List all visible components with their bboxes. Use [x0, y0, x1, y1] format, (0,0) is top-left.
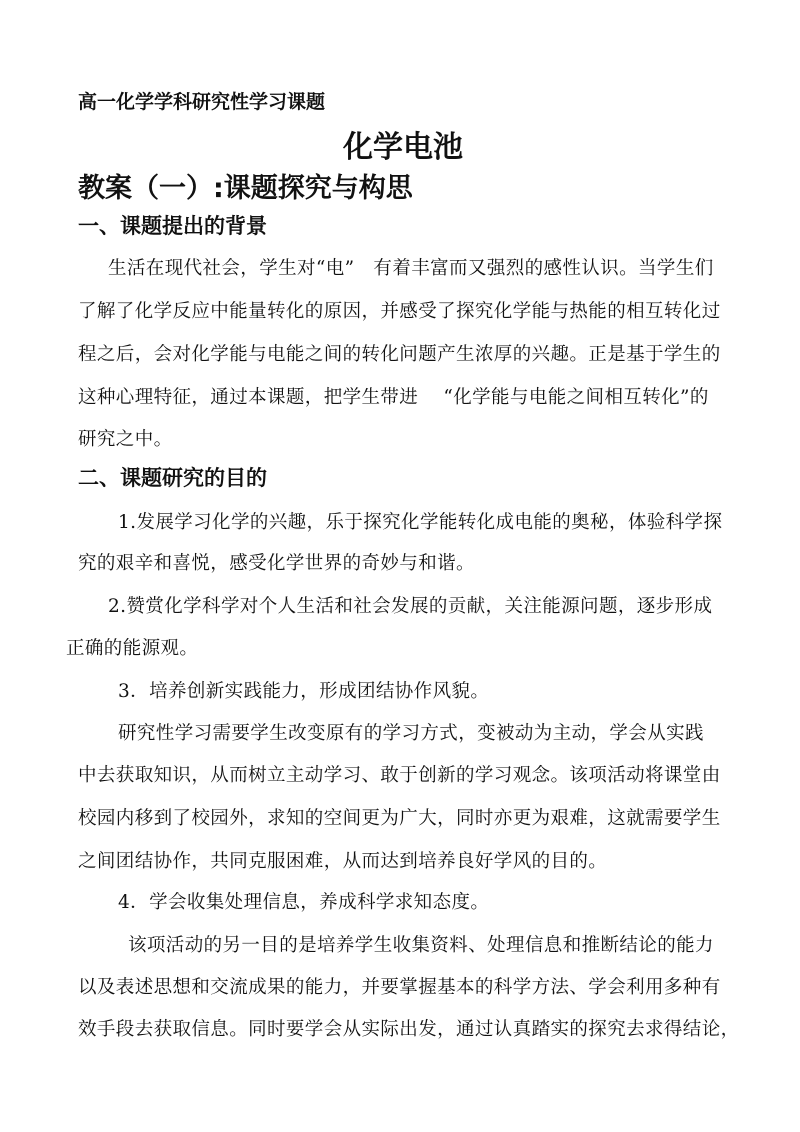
item3-detail-line: 中去获取知识，从而树立主动学习、敢于创新的学习观念。该项活动将课堂由	[78, 765, 721, 786]
item3-heading: 3．培养创新实践能力，形成团结协作风貌。	[118, 681, 490, 702]
item3-detail-line: 研究性学习需要学生改变原有的学习方式，变被动为主动，学会从实践	[118, 723, 704, 744]
item4-heading: 4．学会收集处理信息，养成科学求知态度。	[118, 892, 490, 913]
item4-detail-line: 效手段去获取信息。同时要学会从实际出发，通过认真踏实的探究去求得结论，	[78, 1019, 740, 1040]
document-title: 化学电池	[343, 130, 463, 165]
item3-detail-line: 校园内移到了校园外，求知的空间更为广大，同时亦更为艰难，这就需要学生	[78, 808, 721, 829]
section1-line: 了解了化学反应中能量转化的原因，并感受了探究化学能与热能的相互转化过	[78, 301, 721, 322]
section1-heading: 一、课题提出的背景	[78, 214, 267, 238]
section1-line: 生活在现代社会，学生对“电” 有着丰富而又强烈的感性认识。当学生们	[108, 258, 714, 279]
item3-detail-line: 之间团结协作，共同克服困难，从而达到培养良好学风的目的。	[78, 851, 608, 872]
supertitle: 高一化学学科研究性学习课题	[78, 91, 326, 113]
item1-line: 究的艰辛和喜悦，感受化学世界的奇妙与和谐。	[78, 553, 475, 574]
item4-detail-line: 以及表述思想和交流成果的能力，并要掌握基本的科学方法、学会利用多种有	[78, 977, 721, 998]
item4-detail-line: 该项活动的另一目的是培养学生收集资料、处理信息和推断结论的能力	[128, 935, 714, 956]
lesson-heading: 教案（一）:课题探究与构思	[78, 173, 413, 204]
section1-line: 研究之中。	[78, 429, 173, 450]
section2-heading: 二、课题研究的目的	[78, 466, 267, 490]
item1-line: 1.发展学习化学的兴趣，乐于探究化学能转化成电能的奥秘，体验科学探	[118, 512, 723, 533]
item2-line: 正确的能源观。	[66, 638, 199, 659]
section1-line: 这种心理特征，通过本课题，把学生带进 “化学能与电能之间相互转化”的	[78, 387, 709, 408]
section1-line: 程之后，会对化学能与电能之间的转化问题产生浓厚的兴趣。正是基于学生的	[78, 344, 721, 365]
item2-line: 2.赞赏化学科学对个人生活和社会发展的贡献，关注能源问题，逐步形成	[108, 596, 713, 617]
